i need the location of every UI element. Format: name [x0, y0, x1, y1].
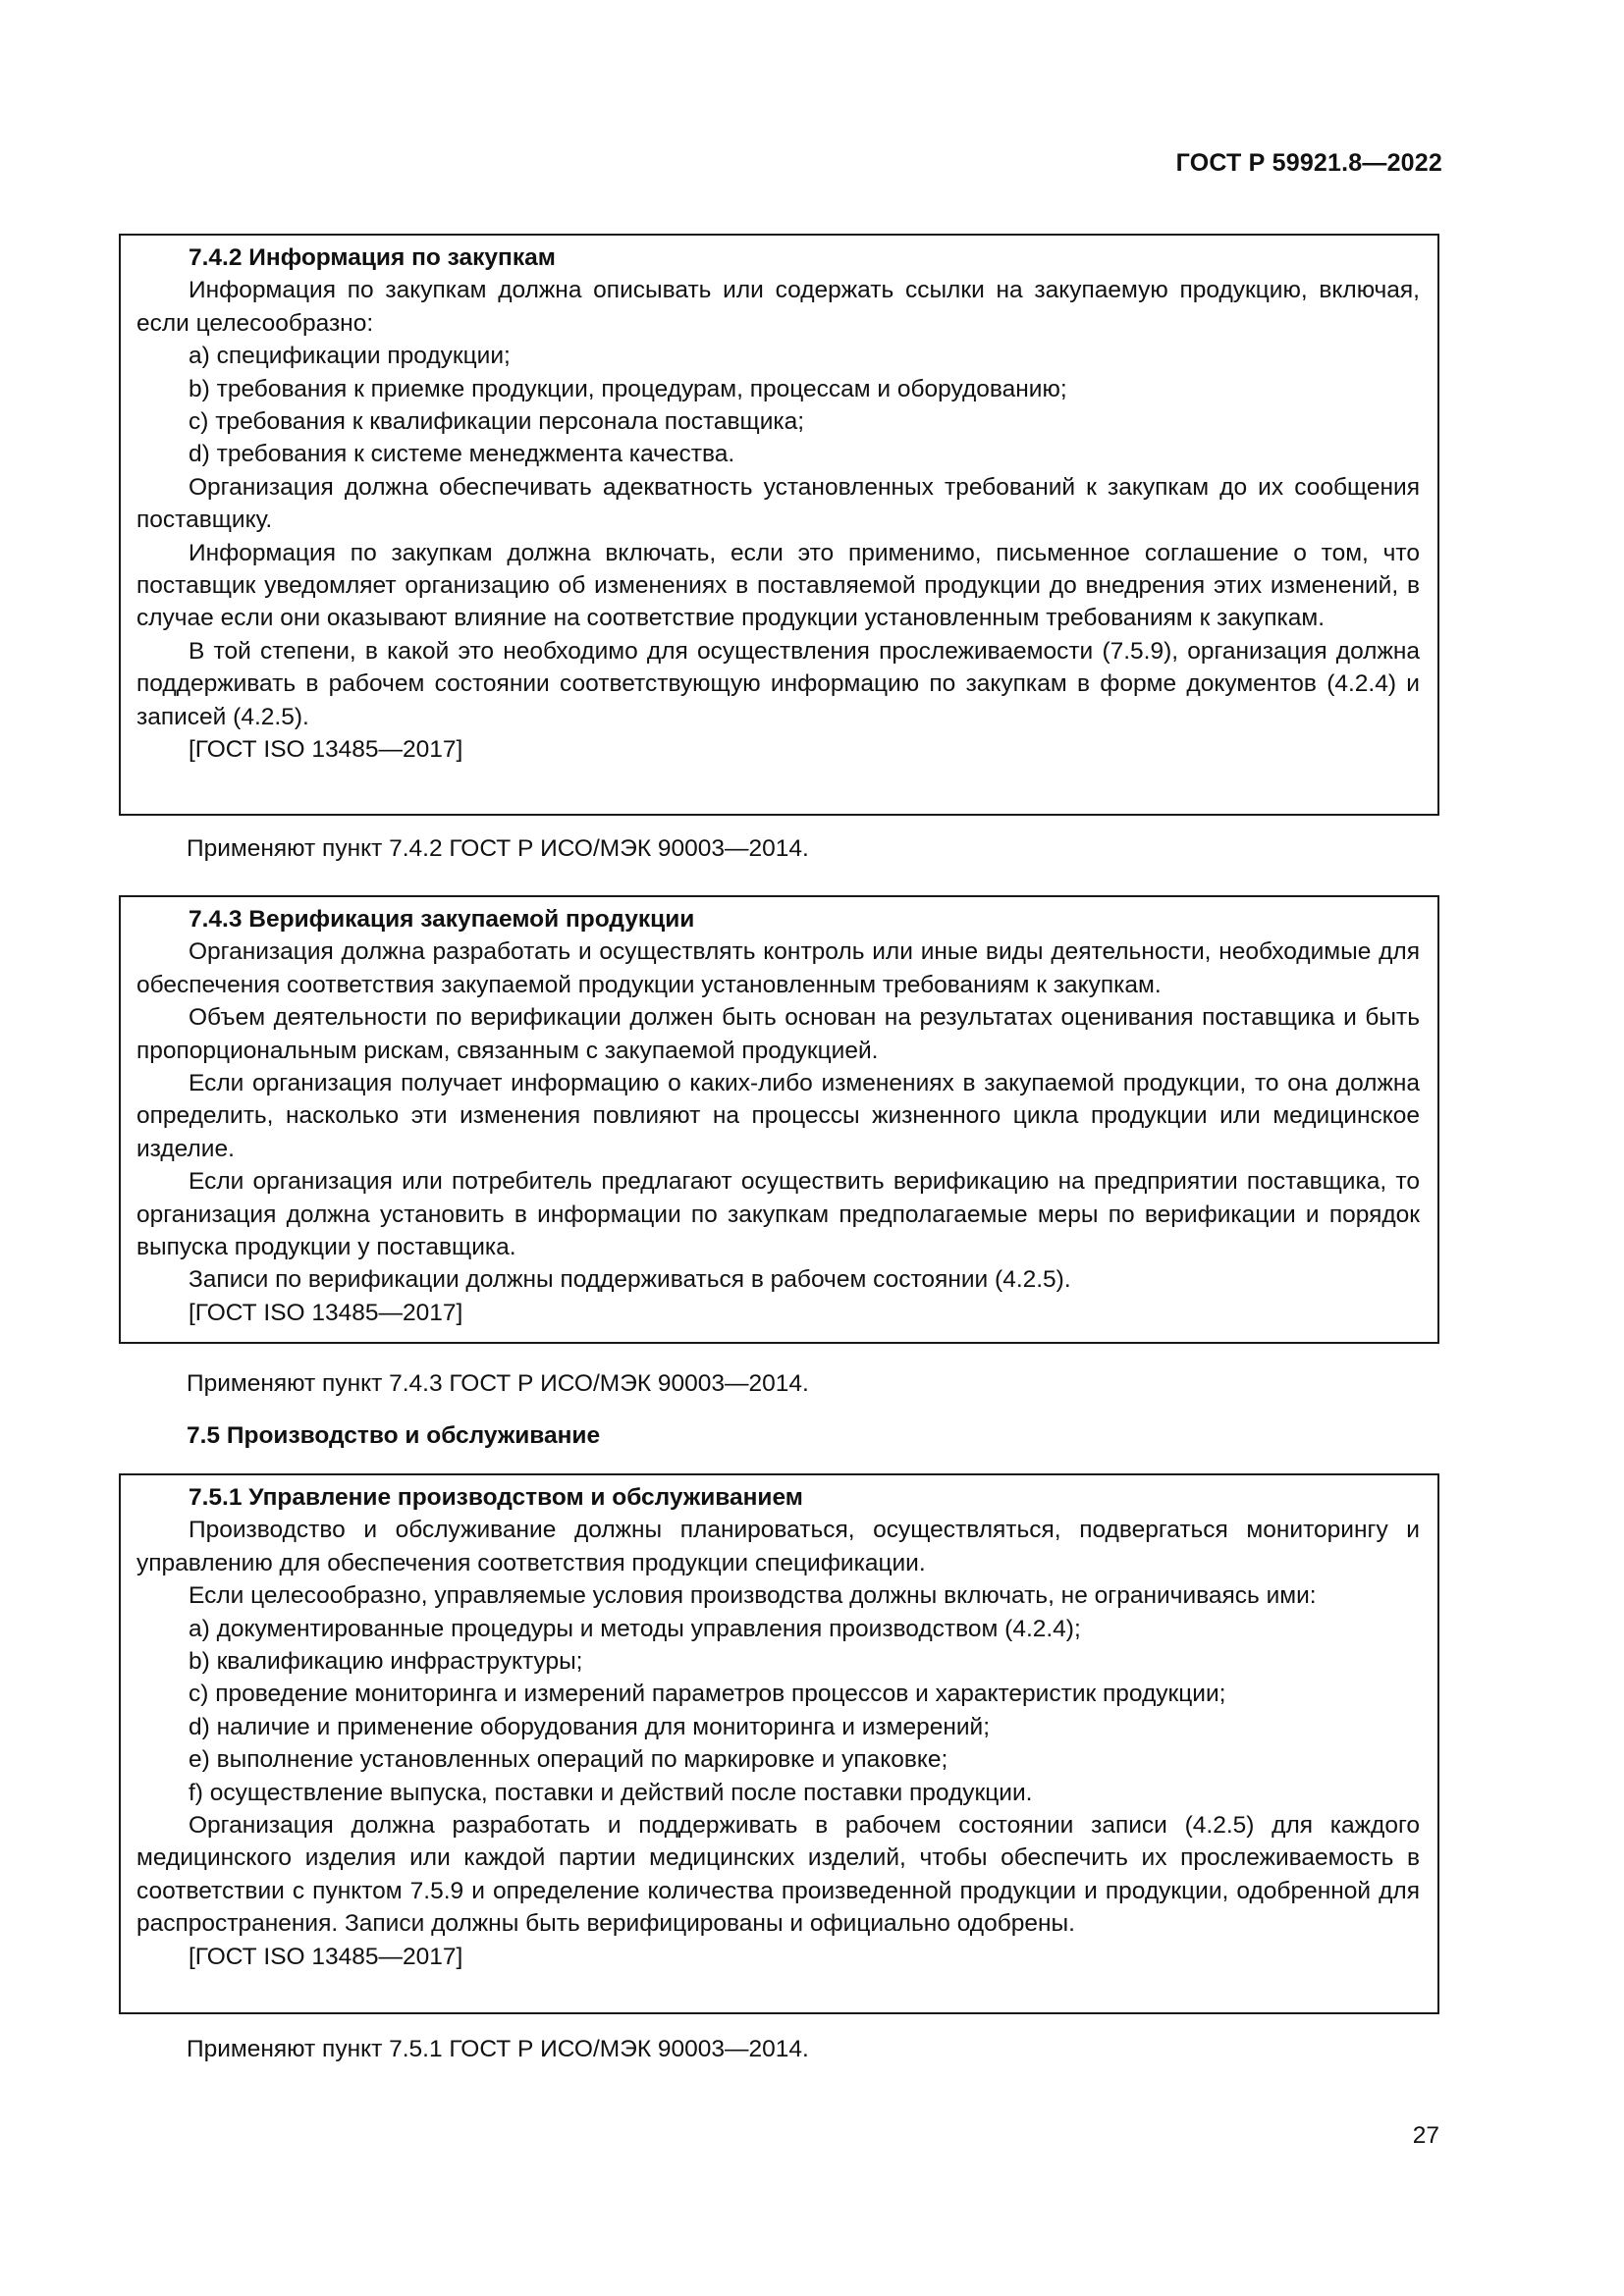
box1-list-item-b: b) требования к приемке продукции, процедурам, процессам и оборудованию;	[189, 375, 1067, 402]
box1-heading: 7.4.2 Информация по закупкам	[189, 244, 556, 271]
standard-code-header: ГОСТ Р 59921.8—2022	[1175, 149, 1442, 177]
box3-list-item-f: f) осуществление выпуска, поставки и действий после поставки продукции.	[189, 1779, 1033, 1806]
box1-paragraph-4: В той степени, в какой это необходимо для осуществления прослеживаемости (7.5.9), организация должна поддерживать в рабочем состоянии соответствующую информацию по закупкам в форме документов (4.2.4) и записей (4.2.5).	[136, 637, 1420, 730]
box1-list-item-c: c) требования к квалификации персонала поставщика;	[189, 408, 805, 436]
box1-paragraph-2: Организация должна обеспечивать адекватность установленных требований к закупкам до их сообщения поставщику.	[136, 473, 1420, 534]
box2-paragraph-4: Если организация или потребитель предлагают осуществить верификацию на предприятии поставщика, то организация должна установить в информации по закупкам предполагаемые меры по верификации и порядок выпуска продукции у поставщика.	[136, 1168, 1420, 1261]
box3-list-item-a: a) документированные процедуры и методы управления производством (4.2.4);	[189, 1615, 1081, 1642]
box2-paragraph-2: Объем деятельности по верификации должен быть основан на результатах оценивания поставщика и быть пропорциональным рискам, связанным с закупаемой продукцией.	[136, 1004, 1420, 1064]
section-heading-7-5: 7.5 Производство и обслуживание	[187, 1422, 601, 1449]
box3-list-item-d: d) наличие и применение оборудования для мониторинга и измерений;	[189, 1713, 991, 1740]
box1-list-item-d: d) требования к системе менеджмента качества.	[189, 441, 735, 468]
box2-paragraph-3: Если организация получает информацию о каких-либо изменениях в закупаемой продукции, то она должна определить, насколько эти изменения повлияют на процессы жизненного цикла продукции или медицинское изделие.	[136, 1070, 1420, 1162]
box3-reference: [ГОСТ ISO 13485—2017]	[189, 1943, 463, 1970]
applies-note-7-5-1: Применяют пункт 7.5.1 ГОСТ Р ИСО/МЭК 90003—2014.	[187, 2036, 809, 2062]
box2-paragraph-5: Записи по верификации должны поддерживаться в рабочем состоянии (4.2.5).	[189, 1266, 1071, 1294]
applies-note-7-4-3: Применяют пункт 7.4.3 ГОСТ Р ИСО/МЭК 90003—2014.	[187, 1370, 809, 1397]
box3-list-item-c: c) проведение мониторинга и измерений параметров процессов и характеристик продукции;	[189, 1681, 1226, 1708]
box1-list-item-a: a) спецификации продукции;	[189, 343, 511, 370]
quote-box-7-4-3	[119, 895, 1439, 1344]
box3-heading: 7.5.1 Управление производством и обслуживанием	[189, 1484, 803, 1511]
box3-list-item-e: e) выполнение установленных операций по маркировке и упаковке;	[189, 1746, 948, 1774]
box3-paragraph-1: Производство и обслуживание должны планироваться, осуществляться, подвергаться мониторингу и управлению для обеспечения соответствия продукции спецификации.	[136, 1517, 1420, 1576]
box3-list-item-b: b) квалификацию инфраструктуры;	[189, 1648, 583, 1676]
box2-reference: [ГОСТ ISO 13485—2017]	[189, 1299, 463, 1326]
box1-reference: [ГОСТ ISO 13485—2017]	[189, 736, 463, 764]
box3-paragraph-2: Если целесообразно, управляемые условия производства должны включать, не ограничиваясь ими:	[189, 1582, 1317, 1610]
page-number: 27	[1412, 2122, 1439, 2149]
box3-paragraph-3: Организация должна разработать и поддерживать в рабочем состоянии записи (4.2.5) для каждого медицинского изделия или каждой партии медицинских изделий, чтобы обеспечить их прослеживаемость в соответствии с пунктом 7.5.9 и определение количества произведенной продукции и продукции, одобренной для распространения. Записи должны быть верифицированы и официально одобрены.	[136, 1812, 1420, 1938]
box2-heading: 7.4.3 Верификация закупаемой продукции	[189, 906, 695, 933]
applies-note-7-4-2: Применяют пункт 7.4.2 ГОСТ Р ИСО/МЭК 90003—2014.	[187, 835, 809, 862]
quote-box-7-5-1	[119, 1473, 1439, 2014]
box1-paragraph-3: Информация по закупкам должна включать, если это применимо, письменное соглашение о том, что поставщик уведомляет организацию об изменениях в поставляемой продукции до внедрения этих изменений, в случае если они оказывают влияние на соответствие продукции установленным требованиям к закупкам.	[136, 539, 1420, 632]
quote-box-7-4-2	[119, 234, 1439, 816]
box1-paragraph-1: Информация по закупкам должна описывать или содержать ссылки на закупаемую продукцию, включая, если целесообразно:	[136, 277, 1420, 337]
box2-paragraph-1: Организация должна разработать и осуществлять контроль или иные виды деятельности, необходимые для обеспечения соответствия закупаемой продукции установленным требованиям к закупкам.	[136, 938, 1420, 998]
